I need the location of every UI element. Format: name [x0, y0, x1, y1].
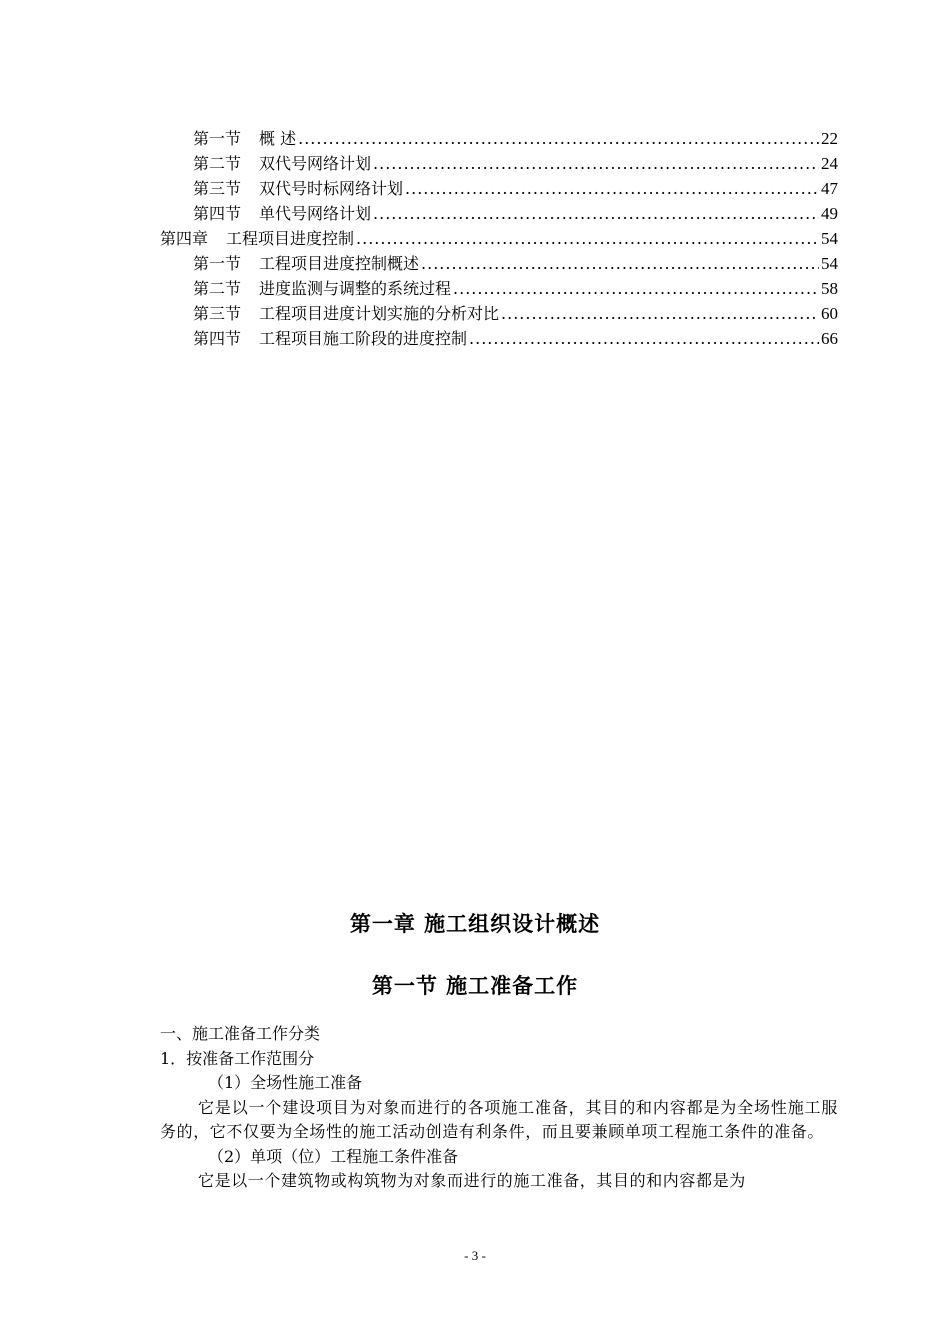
toc-leader-dots	[373, 151, 819, 176]
toc-entry[interactable]	[160, 176, 838, 201]
toc-entry-title: 工程项目进度计划实施的分析对比	[259, 304, 500, 323]
item-title: （2）单项（位）工程施工条件准备	[208, 1146, 459, 1166]
heading-level-1: 一、施工准备工作分类	[160, 1024, 321, 1043]
toc-entry-page: 24	[821, 154, 838, 173]
toc-entry-page: 58	[821, 279, 838, 298]
toc-leader-dots	[453, 276, 819, 301]
toc-entry-page: 54	[821, 254, 838, 273]
toc-entry[interactable]	[160, 126, 838, 151]
toc-entry-number: 第二节	[193, 279, 242, 298]
heading-level-2: 1．按准备工作范围分	[160, 1048, 315, 1068]
table-of-contents	[160, 126, 838, 351]
toc-entry-page: 66	[821, 329, 838, 348]
toc-entry-page: 47	[821, 179, 838, 198]
toc-entry-title: 工程项目进度控制概述	[259, 254, 420, 273]
toc-entry-page: 54	[821, 229, 838, 248]
toc-entry-page: 22	[821, 129, 838, 148]
toc-entry-number: 第一节	[193, 254, 242, 273]
body-content	[160, 1022, 838, 1194]
page-number: - 3 -	[464, 1248, 486, 1263]
paragraph: 它是以一个建设项目为对象而进行的各项施工准备，其目的和内容都是为全场性施工服务的，它不仅要为全场性的施工活动创造有利条件，而且要兼顾单项工程施工条件的准备。	[160, 1097, 838, 1141]
toc-entry-title: 工程项目进度控制	[226, 229, 355, 248]
toc-entry-title: 双代号时标网络计划	[259, 179, 404, 198]
toc-entry-title: 双代号网络计划	[259, 154, 372, 173]
toc-entry-title: 工程项目施工阶段的进度控制	[259, 329, 468, 348]
toc-entry-number: 第四节	[193, 329, 242, 348]
toc-entry-number: 第三节	[193, 304, 242, 323]
toc-entry-title: 进度监测与调整的系统过程	[259, 279, 452, 298]
section-heading: 第一节 施工准备工作	[371, 974, 579, 998]
toc-entry-number: 第四章	[160, 229, 209, 248]
toc-entry-chapter[interactable]	[160, 226, 838, 251]
toc-entry[interactable]	[160, 326, 838, 351]
toc-entry-page: 49	[821, 204, 838, 223]
toc-leader-dots	[356, 226, 819, 251]
toc-entry[interactable]	[160, 251, 838, 276]
toc-entry-title: 概 述	[259, 129, 297, 148]
toc-entry[interactable]	[160, 276, 838, 301]
toc-entry-number: 第一节	[193, 129, 242, 148]
toc-entry-number: 第二节	[193, 154, 242, 173]
toc-leader-dots	[421, 251, 819, 276]
toc-entry-number: 第四节	[193, 204, 242, 223]
chapter-heading: 第一章 施工组织设计概述	[349, 912, 601, 936]
paragraph: 它是以一个建筑物或构筑物为对象而进行的施工准备，其目的和内容都是为	[198, 1171, 746, 1190]
toc-entry-page: 60	[821, 304, 838, 323]
toc-entry[interactable]	[160, 301, 838, 326]
toc-leader-dots	[373, 201, 819, 226]
toc-leader-dots	[298, 126, 819, 151]
toc-entry-title: 单代号网络计划	[259, 204, 372, 223]
item-title: （1）全场性施工准备	[208, 1073, 363, 1092]
toc-leader-dots	[405, 176, 819, 201]
toc-entry-number: 第三节	[193, 179, 242, 198]
toc-entry[interactable]	[160, 201, 838, 226]
toc-leader-dots	[469, 326, 819, 351]
toc-entry[interactable]	[160, 151, 838, 176]
toc-leader-dots	[501, 301, 819, 326]
